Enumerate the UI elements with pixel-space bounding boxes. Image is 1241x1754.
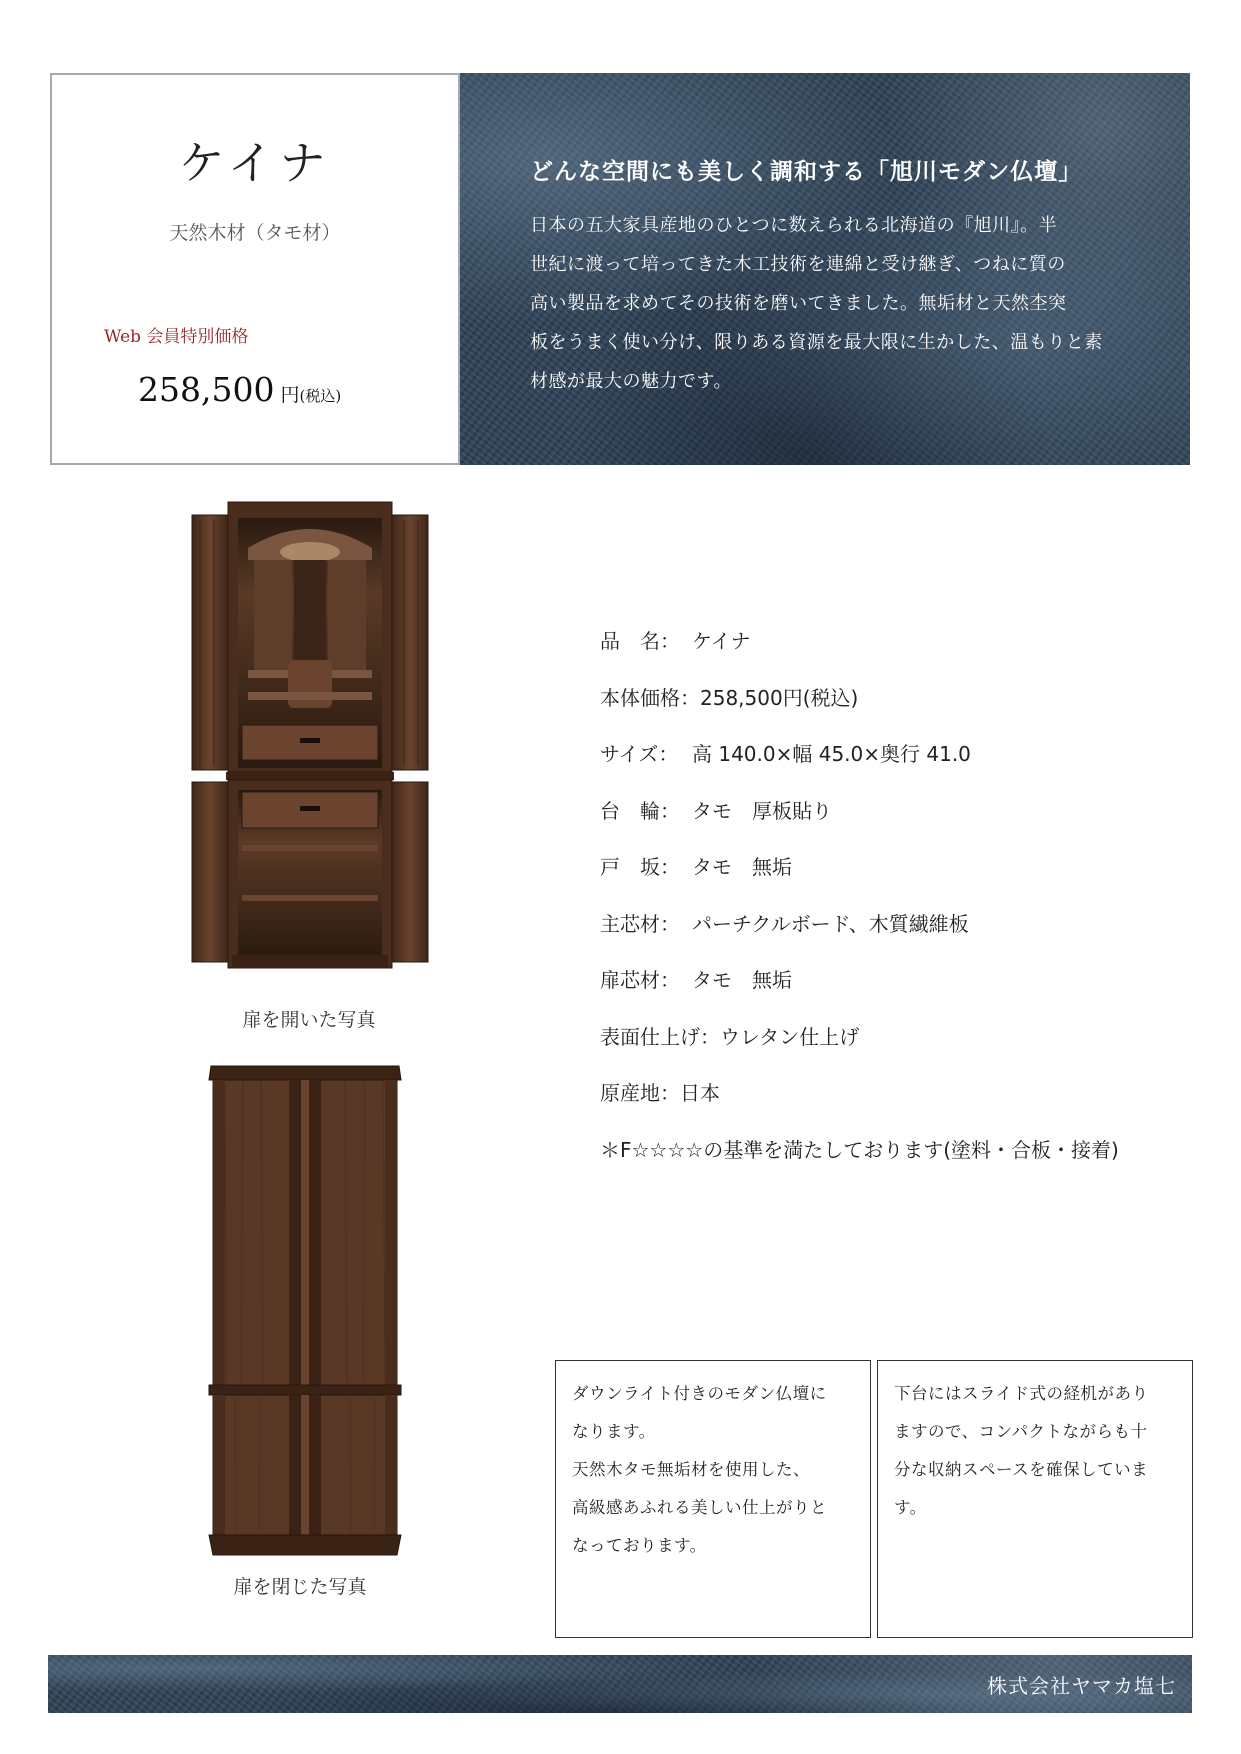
spec-row-price xyxy=(600,682,1180,739)
product-material: 天然木材（タモ材） xyxy=(169,222,341,244)
spec-row-name xyxy=(600,625,1180,682)
spec-value: 高 140.0×幅 45.0×奥行 41.0 xyxy=(692,742,971,766)
spec-value: ケイナ xyxy=(692,629,751,653)
spec-row-certification xyxy=(600,1134,1180,1191)
spec-label: サイズ： xyxy=(600,742,679,766)
price-unit: 円 xyxy=(280,384,300,406)
spec-label: 台 輪： xyxy=(600,798,680,823)
spec-row-core xyxy=(600,908,1180,965)
intro-panel xyxy=(460,73,1190,465)
spec-row-size xyxy=(600,738,1180,795)
note-line: 分な収納スペースを確保していま xyxy=(894,1460,1149,1479)
footer-bar xyxy=(48,1655,1192,1713)
feature-note-left xyxy=(555,1360,871,1638)
product-summary-box xyxy=(50,73,460,465)
spec-label: 扉芯材： xyxy=(600,968,680,992)
note-line: 天然木タモ無垢材を使用した、 xyxy=(572,1460,810,1479)
spec-label: 品 名： xyxy=(600,629,680,653)
spec-value: タモ 無垢 xyxy=(692,968,792,992)
note-line: ますので、コンパクトながらも十 xyxy=(894,1422,1148,1441)
spec-label: 原産地： xyxy=(600,1081,680,1105)
note-line: なっております。 xyxy=(572,1536,707,1555)
spec-value: パーチクルボード、木質繊維板 xyxy=(692,911,969,936)
spec-list xyxy=(600,625,1180,1190)
spec-label: 表面仕上げ： xyxy=(600,1024,720,1049)
spec-value: ウレタン仕上げ xyxy=(720,1024,860,1049)
intro-line: 日本の五大家具産地のひとつに数えられる北海道の『旭川』。半 xyxy=(530,215,1058,236)
closed-photo-caption: 扉を閉じた写真 xyxy=(233,1576,367,1598)
spec-label: 本体価格： xyxy=(600,685,700,710)
company-name: 株式会社ヤマカ塩七 xyxy=(987,1674,1176,1698)
spec-row-base xyxy=(600,795,1180,852)
feature-note-right xyxy=(877,1360,1193,1638)
note-line: 高級感あふれる美しい仕上がりと xyxy=(572,1498,827,1517)
product-name: ケイナ xyxy=(178,136,332,190)
spec-label: 主芯材： xyxy=(600,911,680,936)
spec-row-finish xyxy=(600,1021,1180,1078)
intro-line: 高い製品を求めてその技術を磨いてきました。無垢材と天然杢突 xyxy=(530,293,1067,314)
price-tax: (税込) xyxy=(299,387,342,405)
intro-line: 板をうまく使い分け、限りある資源を最大限に生かした、温もりと素 xyxy=(530,332,1103,353)
note-line: 下台にはスライド式の経机があり xyxy=(894,1384,1149,1403)
open-altar-photo xyxy=(190,500,430,970)
spec-row-door-frame xyxy=(600,851,1180,908)
spec-value: 258,500円(税込) xyxy=(700,685,859,710)
intro-headline: どんな空間にも美しく調和する「旭川モダン仏壇」 xyxy=(530,159,1083,185)
note-line: ダウンライト付きのモダン仏壇に xyxy=(572,1384,827,1403)
intro-text xyxy=(530,206,1150,401)
intro-line: 材感が最大の魅力です。 xyxy=(530,371,733,392)
spec-row-door-core xyxy=(600,964,1180,1021)
spec-value: タモ 無垢 xyxy=(692,855,792,879)
intro-line: 世紀に渡って培ってきた木工技術を連綿と受け継ぎ、つねに質の xyxy=(530,254,1066,275)
open-photo-caption: 扉を開いた写真 xyxy=(242,1009,376,1031)
price-value: 258,500 xyxy=(138,370,275,409)
note-line: なります。 xyxy=(572,1422,656,1441)
note-line: す。 xyxy=(894,1498,927,1517)
spec-row-origin xyxy=(600,1077,1180,1134)
web-price-label: Web 会員特別価格 xyxy=(104,327,249,347)
spec-value: ＊F☆☆☆☆の基準を満たしております(塗料・合板・接着) xyxy=(600,1137,1119,1162)
closed-altar-photo xyxy=(205,1060,405,1560)
spec-value: タモ 厚板貼り xyxy=(692,798,832,823)
spec-label: 戸 坂： xyxy=(600,855,680,879)
product-price xyxy=(138,370,341,409)
spec-value: 日本 xyxy=(680,1081,720,1105)
